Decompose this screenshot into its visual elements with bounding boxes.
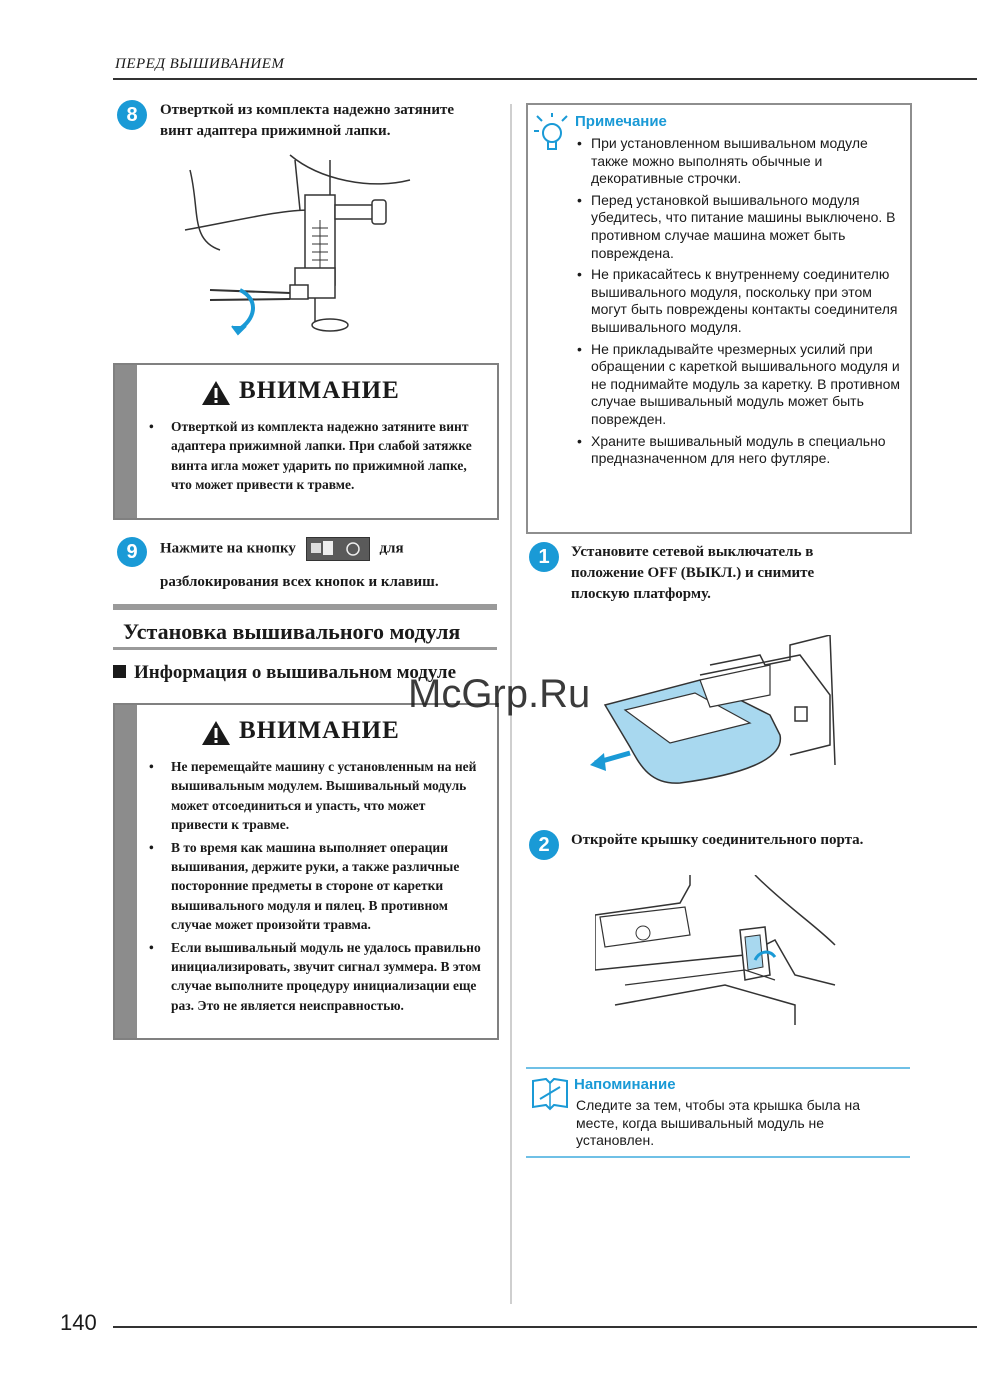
step-9-text bbox=[160, 537, 500, 561]
step-1-line-1: Установите сетевой выключатель в bbox=[571, 544, 814, 560]
flat-bed-removal-illustration bbox=[590, 635, 850, 785]
note-item: • Перед установкой вышивального модуля убедитесь, что питание машины выключено. В противном случае машина может быть повреждена. bbox=[576, 192, 906, 262]
section-title: Установка вышивального модуля bbox=[113, 604, 497, 650]
memo-text bbox=[576, 1097, 906, 1150]
step-8-line-1: Отверткой из комплекта надежно затяните bbox=[160, 102, 454, 118]
warning-stripe bbox=[115, 705, 137, 1038]
memo-top-rule bbox=[526, 1067, 910, 1069]
step-1-line-3: плоскую платформу. bbox=[571, 586, 711, 602]
page-number: 140 bbox=[60, 1310, 97, 1335]
note-box bbox=[526, 103, 912, 534]
warning-1-list bbox=[145, 417, 485, 498]
step-2-badge: 2 bbox=[529, 830, 559, 860]
warning-triangle-icon bbox=[201, 379, 231, 407]
warning-box-1 bbox=[113, 363, 499, 520]
subsection-title bbox=[113, 662, 456, 684]
memo-title: Напоминание bbox=[574, 1076, 676, 1093]
watermark-text: McGrp.Ru bbox=[408, 672, 591, 716]
warning-2-title: ВНИМАНИЕ bbox=[239, 717, 400, 744]
memo-line-3: установлен. bbox=[576, 1132, 655, 1149]
book-memo-icon bbox=[530, 1075, 570, 1111]
step-8-badge: 8 bbox=[117, 100, 147, 130]
step-1-line-2: положение OFF (ВЫКЛ.) и снимите bbox=[571, 565, 815, 581]
header-rule bbox=[113, 78, 977, 80]
step-9-badge: 9 bbox=[117, 537, 147, 567]
note-item: • Храните вышивальный модуль в специально предназначенном для него футляре. bbox=[576, 433, 906, 468]
step-9-text-before: Нажмите на кнопку bbox=[160, 540, 296, 557]
warning-2-item: • В то время как машина выполняет операции вышивания, держите руки, а также различные посторонние предметы в стороне от каретки вышивального модуля и пялец. В противном случае может произойти травма. bbox=[145, 838, 485, 935]
connection-port-cover-illustration bbox=[595, 875, 845, 1025]
warning-triangle-icon bbox=[201, 719, 231, 747]
note-title: Примечание bbox=[575, 113, 667, 130]
warning-1-title: ВНИМАНИЕ bbox=[239, 377, 400, 404]
warning-2-item: • Не перемещайте машину с установленным на ней вышивальным модулем. Вышивальный модуль может отсоединиться и упасть, что может привести к травме. bbox=[145, 757, 485, 835]
running-header: ПЕРЕД ВЫШИВАНИЕМ bbox=[115, 56, 285, 72]
note-item: • Не прикасайтесь к внутреннему соединителю вышивального модуля, поскольку при этом могут быть повреждены контакты соединителя вышивального модуля. bbox=[576, 266, 906, 336]
lightbulb-note-icon bbox=[534, 113, 570, 153]
step-8-text bbox=[160, 100, 500, 142]
memo-line-2: месте, когда вышивальный модуль не bbox=[576, 1114, 825, 1131]
step-1-badge: 1 bbox=[529, 542, 559, 572]
note-list bbox=[576, 135, 906, 472]
step-2-text: Откройте крышку соединительного порта. bbox=[571, 832, 864, 848]
warning-box-2 bbox=[113, 703, 499, 1040]
presser-foot-screw-illustration bbox=[180, 150, 420, 350]
subsection-title-text: Информация о вышивальном модуле bbox=[134, 662, 457, 683]
memo-bottom-rule bbox=[526, 1156, 910, 1158]
note-item: • Не прикладывайте чрезмерных усилий при обращении с кареткой вышивального модуля и не поднимайте модуль за каретку. В противном случае вышивальный модуль может быть поврежден. bbox=[576, 341, 906, 429]
memo-line-1: Следите за тем, чтобы эта крышка была на bbox=[576, 1097, 861, 1113]
warning-2-list bbox=[145, 757, 485, 1018]
step-8-line-2: винт адаптера прижимной лапки. bbox=[160, 123, 391, 139]
step-9-text-after: для bbox=[379, 540, 404, 557]
note-item: • При установленном вышивальном модуле также можно выполнять обычные и декоративные строчки. bbox=[576, 135, 906, 188]
footer-rule bbox=[113, 1326, 977, 1328]
unlock-key-button-icon bbox=[306, 537, 370, 561]
warning-2-item: • Если вышивальный модуль не удалось правильно инициализировать, звучит сигнал зуммера. В этом случае выполните процедуру инициализации еще раз. Это не является неисправностью. bbox=[145, 938, 485, 1016]
step-1-text bbox=[571, 542, 901, 605]
step-9-line-2: разблокирования всех кнопок и клавиш. bbox=[160, 574, 439, 590]
square-bullet-icon bbox=[113, 665, 126, 678]
warning-stripe bbox=[115, 365, 137, 518]
warning-1-item: • Отверткой из комплекта надежно затяните винт адаптера прижимной лапки. При слабой затяжке винта игла может ударить по прижимной лапке, что может привести к травме. bbox=[145, 417, 485, 495]
